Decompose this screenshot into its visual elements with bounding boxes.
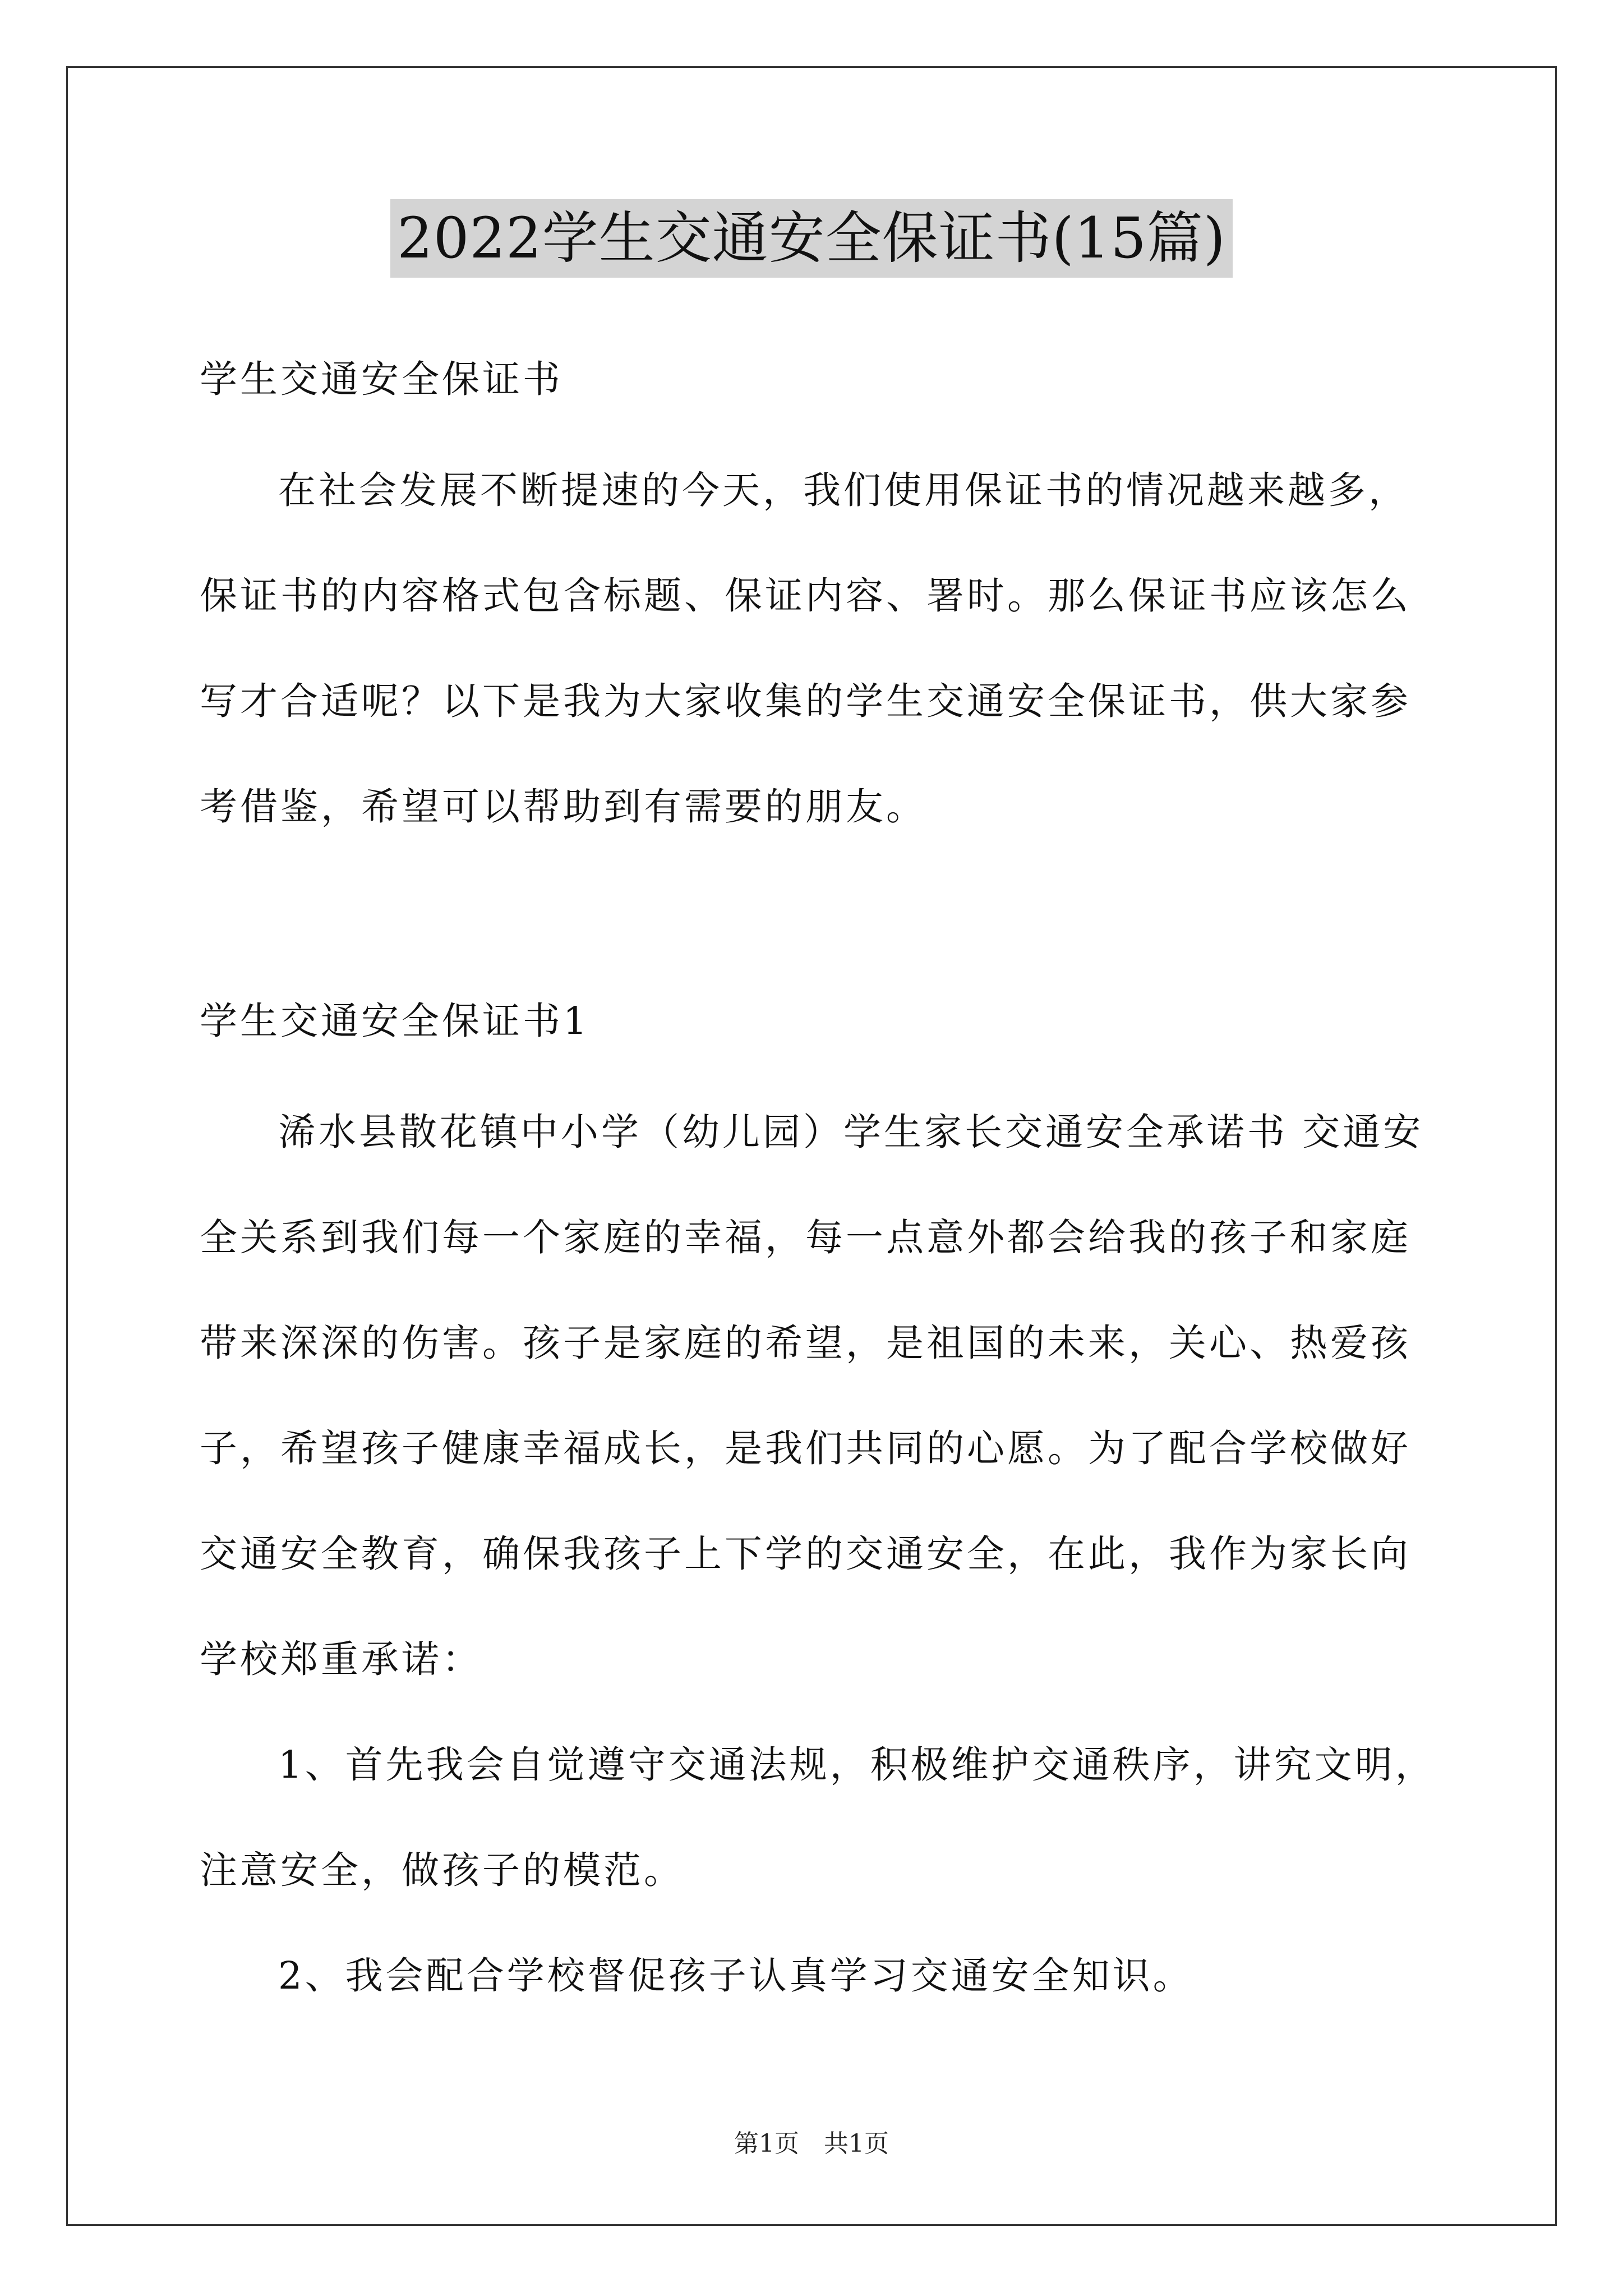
section1-heading: 学生交通安全保证书1 xyxy=(200,999,590,1043)
intro-block xyxy=(200,351,1439,407)
title-container xyxy=(0,199,1623,278)
intro-heading: 学生交通安全保证书 xyxy=(200,357,563,401)
document-title: 2022学生交通安全保证书(15篇) xyxy=(390,199,1233,278)
intro-paragraph: 在社会发展不断提速的今天，我们使用保证书的情况越来越多，保证书的内容格式包含标题、保证内容、署时。那么保证书应该怎么写才合适呢？以下是我为大家收集的学生交通安全保证书，供大家参考借鉴，希望可以帮助到有需要的朋友。 xyxy=(200,468,1411,829)
section1-paragraph: 浠水县散花镇中小学（幼儿园）学生家长交通安全承诺书 交通安全关系到我们每一个家庭的幸福，每一点意外都会给我的孩子和家庭带来深深的伤害。孩子是家庭的希望，是祖国的未来，关心、热爱孩子，希望孩子健康幸福成长，是我们共同的心愿。为了配合学校做好交通安全教育，确保我孩子上下学的交通安全，在此，我作为家长向学校郑重承诺： xyxy=(200,1110,1424,1681)
section1-heading-block xyxy=(200,993,1439,1049)
intro-paragraph-block xyxy=(200,438,1439,859)
list-item: 2、我会配合学校督促孩子认真学习交通安全知识。 xyxy=(278,1954,1193,1998)
page-footer: 第1页 共1页 xyxy=(734,2129,889,2158)
list-item: 1、首先我会自觉遵守交通法规，积极维护交通秩序，讲究文明，注意安全，做孩子的模范。 xyxy=(200,1743,1436,1892)
section1-paragraph-block xyxy=(200,1079,1439,2028)
